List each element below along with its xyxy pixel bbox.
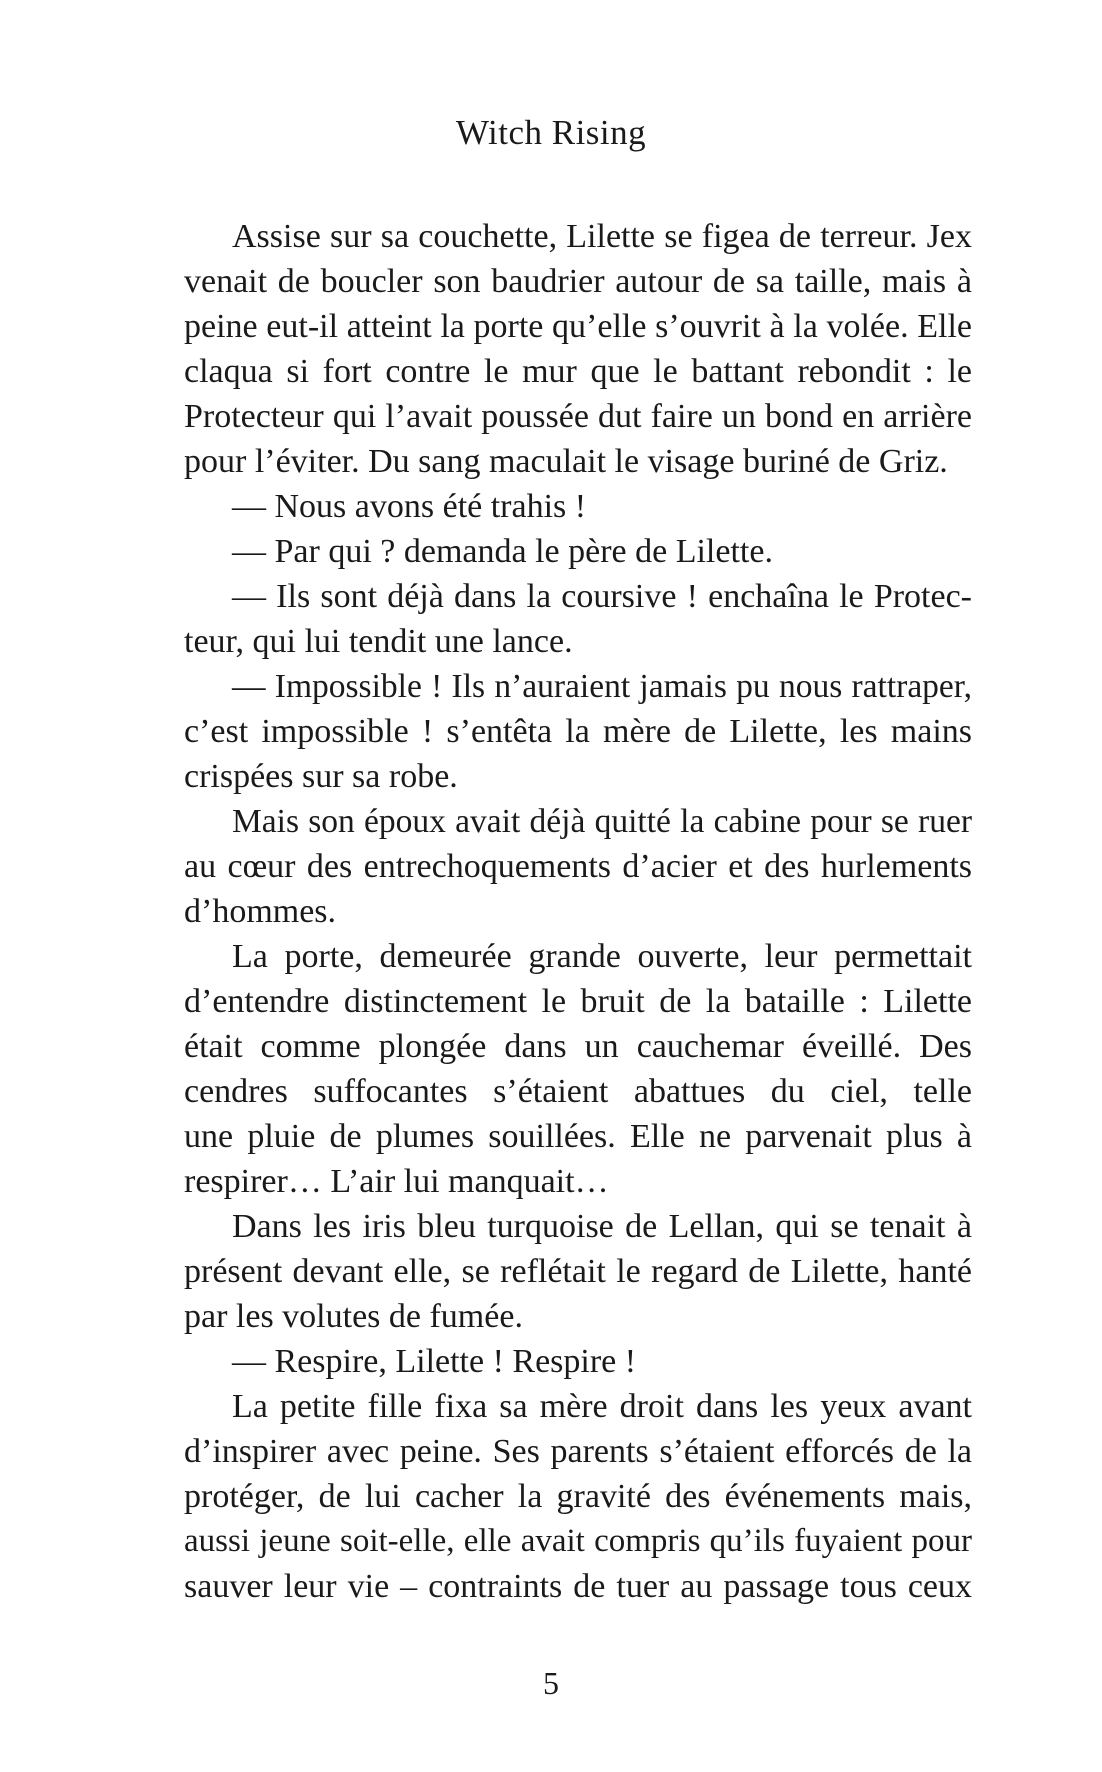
text-line: d’inspirer avec peine. Ses parents s’étaient efforcés de la — [184, 1433, 972, 1470]
text-line: était comme plongée dans un cauchemar éveillé. Des — [184, 1028, 972, 1065]
text-line: peine eut-il atteint la porte qu’elle s’ouvrit à la volée. Elle — [184, 308, 972, 345]
text-line: claqua si fort contre le mur que le battant rebondit : le — [184, 353, 972, 390]
text-line: présent devant elle, se reflétait le regard de Lilette, hanté — [184, 1253, 972, 1290]
text-line: La petite fille fixa sa mère droit dans les yeux avant — [232, 1388, 972, 1425]
running-title: Witch Rising — [455, 113, 647, 152]
text-line: Dans les iris bleu turquoise de Lellan, qui se tenait à — [232, 1208, 972, 1245]
text-line: Assise sur sa couchette, Lilette se figea de terreur. Jex — [232, 218, 972, 255]
text-line: c’est impossible ! s’entêta la mère de Lilette, les mains — [184, 713, 972, 750]
text-line: — Respire, Lilette ! Respire ! — [232, 1343, 637, 1380]
text-line: aussi jeune soit-elle, elle avait compris qu’ils fuyaient pour — [184, 1523, 972, 1559]
text-line: respirer… L’air lui manquait… — [184, 1163, 609, 1200]
text-line: sauver leur vie – contraints de tuer au passage tous ceux — [184, 1568, 972, 1605]
text-line: d’hommes. — [184, 893, 337, 930]
text-line: protéger, de lui cacher la gravité des événements mais, — [184, 1478, 972, 1515]
text-line: par les volutes de fumée. — [184, 1298, 523, 1335]
text-line: Protecteur qui l’avait poussée dut faire un bond en arrière — [184, 398, 972, 435]
text-line: venait de boucler son baudrier autour de sa taille, mais à — [184, 263, 972, 300]
text-line: — Impossible ! Ils n’auraient jamais pu nous rattraper, — [232, 668, 972, 705]
text-line: une pluie de plumes souillées. Elle ne parvenait plus à — [184, 1118, 972, 1155]
text-line: pour l’éviter. Du sang maculait le visage buriné de Griz. — [184, 443, 948, 480]
text-line: d’entendre distinctement le bruit de la bataille : Lilette — [184, 983, 972, 1020]
text-line: — Ils sont déjà dans la coursive ! enchaîna le Protec- — [232, 578, 972, 615]
page-number: 5 — [543, 1665, 559, 1701]
text-line: au cœur des entrechoquements d’acier et des hurlements — [184, 848, 972, 885]
page-body-text — [184, 214, 972, 1609]
text-line: La porte, demeurée grande ouverte, leur permettait — [232, 938, 972, 975]
text-line: — Nous avons été trahis ! — [232, 488, 587, 525]
text-line: crispées sur sa robe. — [184, 758, 458, 795]
text-line: cendres suffocantes s’étaient abattues du ciel, telle — [184, 1073, 972, 1110]
text-line: Mais son époux avait déjà quitté la cabine pour se ruer — [232, 803, 972, 840]
text-line: — Par qui ? demanda le père de Lilette. — [232, 533, 773, 570]
text-line: teur, qui lui tendit une lance. — [184, 623, 573, 660]
